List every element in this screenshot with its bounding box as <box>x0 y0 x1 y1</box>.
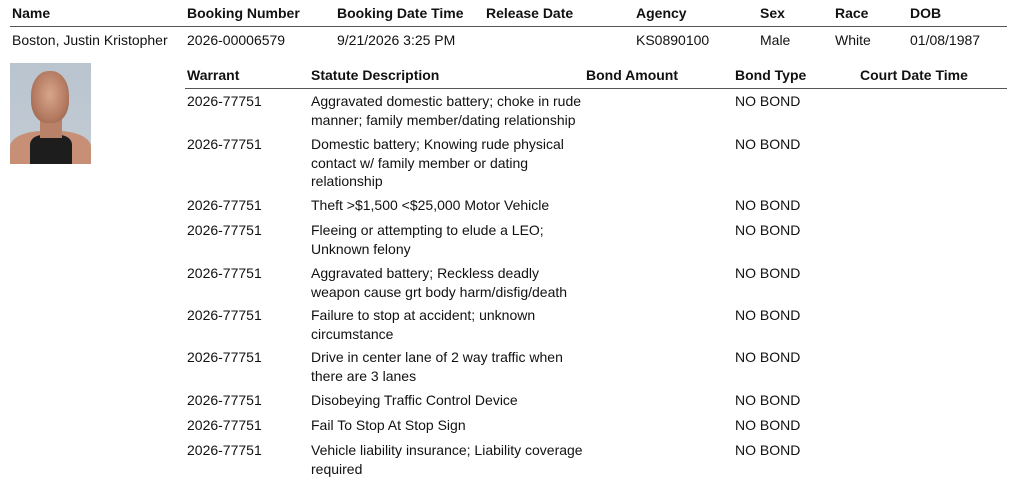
charge-bond-type: NO BOND <box>735 197 801 213</box>
charge-bond-type: NO BOND <box>735 136 801 152</box>
charge-description: Fleeing or attempting to elude a LEO; Unknown felony <box>311 222 544 257</box>
header-divider <box>10 26 1007 27</box>
charge-bond-type: NO BOND <box>735 392 801 408</box>
header-agency: Agency <box>636 5 687 21</box>
charge-description: Theft >$1,500 <$25,000 Motor Vehicle <box>311 197 550 213</box>
header-release-date: Release Date <box>486 5 574 21</box>
charge-warrant: 2026-77751 <box>187 136 262 152</box>
charge-description: Domestic battery; Knowing rude physical contact w/ family member or dating relationship <box>311 136 564 189</box>
charge-bond-type: NO BOND <box>735 417 801 433</box>
inmate-name: Boston, Justin Kristopher <box>12 32 168 48</box>
header-warrant: Warrant <box>187 67 240 83</box>
charge-description: Failure to stop at accident; unknown circumstance <box>311 307 536 342</box>
inmate-booking-number: 2026-00006579 <box>187 32 286 48</box>
inmate-booking-date-time: 9/21/2026 3:25 PM <box>337 32 456 48</box>
charges-divider <box>185 88 1007 89</box>
charge-warrant: 2026-77751 <box>187 417 262 433</box>
charge-warrant: 2026-77751 <box>187 265 262 281</box>
charge-description: Fail To Stop At Stop Sign <box>311 417 466 433</box>
charge-warrant: 2026-77751 <box>187 307 262 323</box>
charge-warrant: 2026-77751 <box>187 197 262 213</box>
charge-description: Vehicle liability insurance; Liability coverage required <box>311 442 583 477</box>
charge-bond-type: NO BOND <box>735 222 801 238</box>
charge-bond-type: NO BOND <box>735 307 801 323</box>
charge-bond-type: NO BOND <box>735 93 801 109</box>
charge-warrant: 2026-77751 <box>187 222 262 238</box>
header-bond-amount: Bond Amount <box>586 67 679 83</box>
header-name: Name <box>12 5 51 21</box>
inmate-agency: KS0890100 <box>636 32 710 48</box>
charge-description: Aggravated battery; Reckless deadly weapon cause grt body harm/disfig/death <box>311 265 568 300</box>
header-booking-number: Booking Number <box>187 5 300 21</box>
header-booking-date-time: Booking Date Time <box>337 5 464 21</box>
charge-bond-type: NO BOND <box>735 442 801 458</box>
header-race: Race <box>835 5 869 21</box>
charge-description: Drive in center lane of 2 way traffic when there are 3 lanes <box>311 349 563 384</box>
charge-warrant: 2026-77751 <box>187 442 262 458</box>
charge-bond-type: NO BOND <box>735 265 801 281</box>
header-court-date-time: Court Date Time <box>860 67 968 83</box>
inmate-dob: 01/08/1987 <box>910 32 981 48</box>
inmate-race: White <box>835 32 871 48</box>
header-bond-type: Bond Type <box>735 67 807 83</box>
inmate-sex: Male <box>760 32 791 48</box>
charge-bond-type: NO BOND <box>735 349 801 365</box>
charge-warrant: 2026-77751 <box>187 392 262 408</box>
mugshot-photo <box>10 63 91 164</box>
charge-warrant: 2026-77751 <box>187 349 262 365</box>
charge-warrant: 2026-77751 <box>187 93 262 109</box>
header-dob: DOB <box>910 5 942 21</box>
header-statute-description: Statute Description <box>311 67 440 83</box>
charge-description: Disobeying Traffic Control Device <box>311 392 518 408</box>
charge-description: Aggravated domestic battery; choke in rude manner; family member/dating relationship <box>311 93 582 128</box>
header-sex: Sex <box>760 5 785 21</box>
